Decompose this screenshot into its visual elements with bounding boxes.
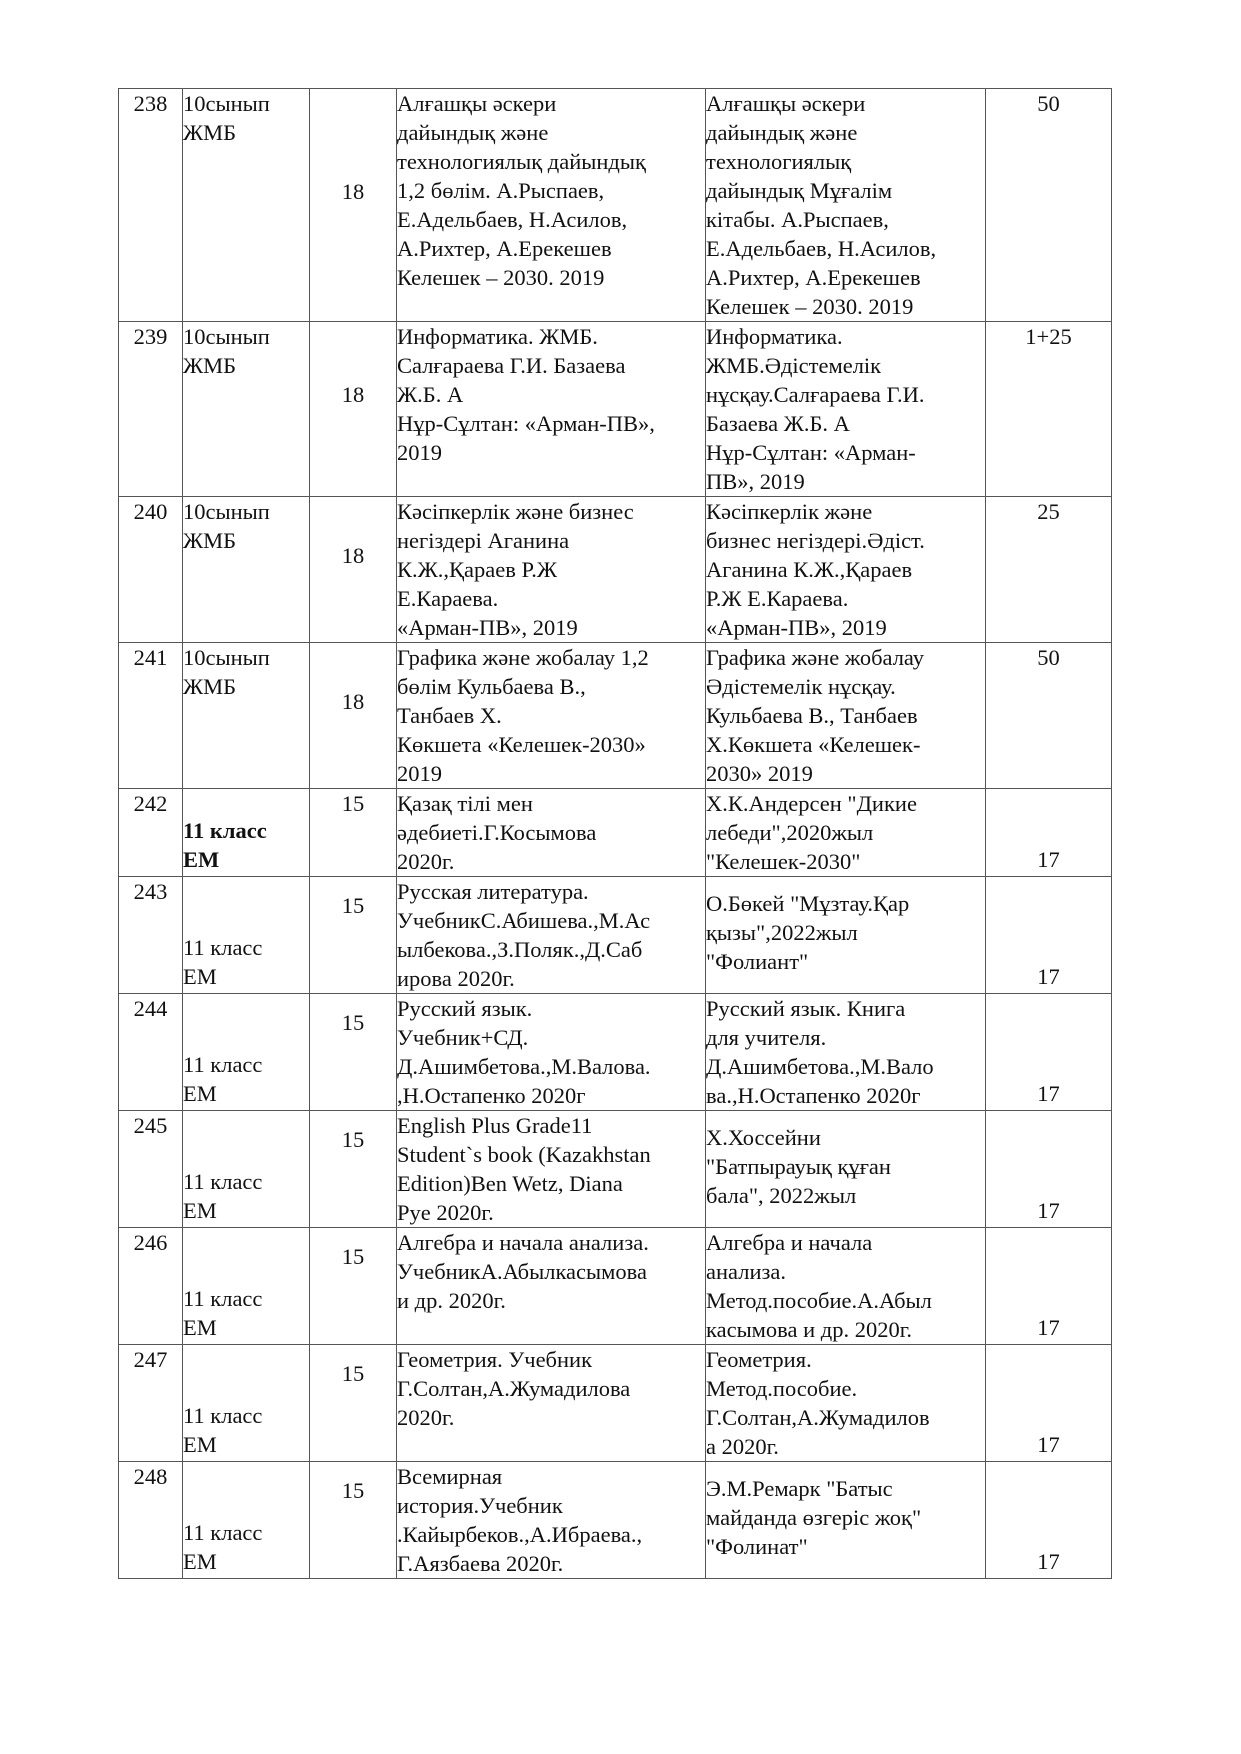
table-row [119, 994, 1112, 1111]
class-label: ЖМБ [183, 674, 237, 699]
manual-line: Г.Солтан,А.Жумадилов [706, 1405, 930, 1430]
class-cell [183, 322, 310, 497]
textbook-cell [397, 322, 706, 497]
textbook-line: әдебиеті.Г.Косымова [397, 820, 597, 845]
manual-line: Э.М.Ремарк "Батыс [706, 1476, 893, 1501]
manual-line: Кәсіпкерлік және [706, 499, 873, 524]
manual-line: «Арман-ПВ», 2019 [706, 615, 887, 640]
quantity-cell: 17 [986, 877, 1112, 994]
table-row [119, 89, 1112, 322]
textbook-line: Е.Караева. [397, 586, 499, 611]
manual-line: касымова и др. 2020г. [706, 1317, 913, 1342]
textbook-cell [397, 877, 706, 994]
textbook-line: 2019 [397, 761, 442, 786]
textbook-line: и др. 2020г. [397, 1288, 506, 1313]
quantity-cell: 17 [986, 1345, 1112, 1462]
manual-line: лебеди",2020жыл [706, 820, 874, 845]
manual-line: Нұр-Сұлтан: «Арман- [706, 440, 916, 465]
textbook-line: ылбекова.,З.Поляк.,Д.Саб [397, 937, 643, 962]
textbook-cell [397, 1345, 706, 1462]
quantity-cell: 50 [986, 89, 1112, 322]
textbook-cell [397, 497, 706, 643]
textbook-line: Қазақ тілі мен [397, 791, 533, 816]
textbook-line: Ж.Б. А [397, 382, 464, 407]
class-label: 11 класс [183, 1520, 263, 1545]
hours-value: 15 [341, 1010, 365, 1035]
class-label: 11 класс [183, 1052, 263, 1077]
hours-value: 18 [341, 382, 365, 407]
textbook-line: УчебникА.Абылкасымова [397, 1259, 647, 1284]
manual-line: нұсқау.Салғараева Г.И. [706, 382, 925, 407]
manual-line: Кульбаева В., Танбаев [706, 703, 918, 728]
hours-value: 15 [341, 1361, 365, 1386]
textbook-line: Нұр-Сұлтан: «Арман-ПВ», [397, 411, 655, 436]
manual-line: ЖМБ.Әдістемелік [706, 353, 882, 378]
textbook-line: Информатика. ЖМБ. [397, 324, 598, 349]
class-label: 11 класс [183, 1286, 263, 1311]
manual-line: ПВ», 2019 [706, 469, 805, 494]
manual-line: Алғашқы әскери [706, 91, 866, 116]
textbook-cell [397, 643, 706, 789]
textbook-line: Көкшета «Келешек-2030» [397, 732, 646, 757]
quantity-cell: 17 [986, 1111, 1112, 1228]
table-row [119, 789, 1112, 877]
manual-line: А.Рихтер, А.Ерекешев [706, 265, 921, 290]
hours-cell [310, 322, 397, 497]
hours-cell [310, 89, 397, 322]
class-label: 10сынып [183, 91, 270, 116]
manual-line: О.Бөкей "Мұзтау.Қар [706, 891, 910, 916]
row-number: 241 [119, 643, 183, 789]
textbook-line: К.Ж.,Қараев Р.Ж [397, 557, 557, 582]
textbook-line: Student`s book (Kazakhstan [397, 1142, 651, 1167]
class-label: ЕМ [183, 847, 220, 872]
manual-cell [706, 497, 986, 643]
table-row [119, 877, 1112, 994]
textbook-line: Edition)Ben Wetz, Diana [397, 1171, 623, 1196]
hours-value: 15 [341, 1478, 365, 1503]
class-cell [183, 994, 310, 1111]
class-label: 11 класс [183, 818, 267, 843]
textbook-line: .Кайырбеков.,А.Ибраева., [397, 1522, 643, 1547]
class-cell [183, 1228, 310, 1345]
table-row [119, 1228, 1112, 1345]
manual-cell [706, 1228, 986, 1345]
hours-value: 15 [341, 893, 365, 918]
manual-line: "Батпырауық құған [706, 1154, 891, 1179]
textbook-line: ,Н.Остапенко 2020г [397, 1083, 586, 1108]
class-label: ЕМ [183, 1549, 217, 1574]
hours-cell [310, 1462, 397, 1579]
manual-cell [706, 1111, 986, 1228]
textbook-line: Г.Солтан,А.Жумадилова [397, 1376, 631, 1401]
row-number: 248 [119, 1462, 183, 1579]
textbook-line: Геометрия. Учебник [397, 1347, 593, 1372]
quantity-cell: 50 [986, 643, 1112, 789]
textbook-line: Русская литература. [397, 879, 589, 904]
manual-line: Графика және жобалау [706, 645, 925, 670]
textbook-line: Pye 2020г. [397, 1200, 494, 1225]
quantity-cell: 1+25 [986, 322, 1112, 497]
textbook-line: Д.Ашимбетова.,М.Валова. [397, 1054, 651, 1079]
class-cell [183, 643, 310, 789]
quantity-cell: 17 [986, 1462, 1112, 1579]
manual-line: Базаева Ж.Б. А [706, 411, 850, 436]
quantity-cell: 17 [986, 994, 1112, 1111]
class-cell [183, 1462, 310, 1579]
manual-cell [706, 643, 986, 789]
hours-value: 15 [341, 1244, 365, 1269]
manual-cell [706, 1462, 986, 1579]
manual-line: Русский язык. Книга [706, 996, 906, 1021]
textbook-line: Русский язык. [397, 996, 533, 1021]
manual-line: кітабы. А.Рыспаев, [706, 207, 889, 232]
manual-line: қызы",2022жыл [706, 920, 858, 945]
class-label: ЕМ [183, 1081, 217, 1106]
textbook-line: 2019 [397, 440, 442, 465]
textbook-cell [397, 789, 706, 877]
manual-line: "Келешек-2030" [706, 849, 861, 874]
class-cell [183, 877, 310, 994]
quantity-cell: 17 [986, 789, 1112, 877]
class-label: 10сынып [183, 499, 270, 524]
class-label: 10сынып [183, 645, 270, 670]
textbook-line: негіздері Аганина [397, 528, 570, 553]
textbook-line: Кәсіпкерлік және бизнес [397, 499, 634, 524]
class-label: 11 класс [183, 1403, 263, 1428]
hours-cell [310, 1345, 397, 1462]
class-label: ЖМБ [183, 528, 237, 553]
table-row [119, 497, 1112, 643]
manual-line: Келешек – 2030. 2019 [706, 294, 914, 319]
textbook-line: Танбаев Х. [397, 703, 502, 728]
textbook-line: Алғашқы әскери [397, 91, 557, 116]
class-label: ЕМ [183, 1315, 217, 1340]
hours-value: 15 [341, 791, 365, 816]
manual-line: майданда өзгеріс жоқ" [706, 1505, 922, 1530]
class-label: ЕМ [183, 1198, 217, 1223]
manual-line: бала", 2022жыл [706, 1183, 857, 1208]
textbook-line: Г.Аязбаева 2020г. [397, 1551, 564, 1576]
hours-value: 18 [341, 543, 365, 568]
row-number: 247 [119, 1345, 183, 1462]
hours-cell [310, 1228, 397, 1345]
manual-line: бизнес негіздері.Әдіст. [706, 528, 925, 553]
hours-value: 18 [341, 689, 365, 714]
manual-line: Аганина К.Ж.,Қараев [706, 557, 913, 582]
manual-line: Д.Ашимбетова.,М.Вало [706, 1054, 934, 1079]
manual-line: 2030» 2019 [706, 761, 813, 786]
textbook-line: 2020г. [397, 849, 455, 874]
manual-line: Е.Адельбаев, Н.Асилов, [706, 236, 937, 261]
row-number: 238 [119, 89, 183, 322]
table-body [119, 89, 1112, 1579]
manual-line: Информатика. [706, 324, 843, 349]
table-row [119, 1345, 1112, 1462]
class-cell [183, 1345, 310, 1462]
manual-cell [706, 1345, 986, 1462]
textbook-cell [397, 89, 706, 322]
hours-cell [310, 994, 397, 1111]
table-row [119, 1462, 1112, 1579]
manual-line: анализа. [706, 1259, 786, 1284]
class-label: ЖМБ [183, 120, 237, 145]
hours-cell [310, 1111, 397, 1228]
textbook-line: УчебникС.Абишева.,М.Ас [397, 908, 651, 933]
textbook-line: English Plus Grade11 [397, 1113, 593, 1138]
class-label: ЕМ [183, 964, 217, 989]
manual-line: дайындық Мұғалім [706, 178, 893, 203]
manual-cell [706, 322, 986, 497]
textbook-cell [397, 1111, 706, 1228]
textbook-cell [397, 994, 706, 1111]
manual-line: ва.,Н.Остапенко 2020г [706, 1083, 921, 1108]
manual-line: Метод.пособие.А.Абыл [706, 1288, 932, 1313]
textbook-line: Е.Адельбаев, Н.Асилов, [397, 207, 628, 232]
table-row [119, 1111, 1112, 1228]
manual-line: Х.К.Андерсен "Дикие [706, 791, 917, 816]
textbook-line: Алгебра и начала анализа. [397, 1230, 649, 1255]
class-label: 11 класс [183, 935, 263, 960]
quantity-cell: 17 [986, 1228, 1112, 1345]
row-number: 242 [119, 789, 183, 877]
manual-line: "Фолиант" [706, 949, 809, 974]
class-cell [183, 89, 310, 322]
textbook-line: Учебник+СД. [397, 1025, 529, 1050]
quantity-cell: 25 [986, 497, 1112, 643]
textbook-line: ирова 2020г. [397, 966, 515, 991]
manual-line: Х.Хоссейни [706, 1125, 821, 1150]
manual-cell [706, 89, 986, 322]
manual-line: технологиялық [706, 149, 852, 174]
hours-cell [310, 643, 397, 789]
textbook-cell [397, 1228, 706, 1345]
textbook-line: 2020г. [397, 1405, 455, 1430]
manual-cell [706, 789, 986, 877]
textbook-line: А.Рихтер, А.Ерекешев [397, 236, 612, 261]
manual-line: Метод.пособие. [706, 1376, 858, 1401]
textbook-line: Всемирная [397, 1464, 503, 1489]
hours-cell [310, 877, 397, 994]
textbook-line: бөлім Кульбаева В., [397, 674, 586, 699]
class-cell [183, 789, 310, 877]
row-number: 245 [119, 1111, 183, 1228]
row-number: 239 [119, 322, 183, 497]
class-label: 10сынып [183, 324, 270, 349]
hours-cell [310, 497, 397, 643]
class-cell [183, 497, 310, 643]
textbook-line: «Арман-ПВ», 2019 [397, 615, 578, 640]
hours-value: 15 [341, 1127, 365, 1152]
manual-line: Р.Ж Е.Караева. [706, 586, 849, 611]
manual-line: дайындық және [706, 120, 858, 145]
row-number: 240 [119, 497, 183, 643]
manual-line: а 2020г. [706, 1434, 779, 1459]
textbook-line: Салғараева Г.И. Базаева [397, 353, 626, 378]
manual-line: Алгебра и начала [706, 1230, 873, 1255]
class-label: ЕМ [183, 1432, 217, 1457]
textbook-table [118, 88, 1112, 1579]
row-number: 244 [119, 994, 183, 1111]
table-row [119, 322, 1112, 497]
class-label: ЖМБ [183, 353, 237, 378]
manual-cell [706, 994, 986, 1111]
textbook-line: технологиялық дайындық [397, 149, 646, 174]
row-number: 243 [119, 877, 183, 994]
textbook-line: Графика және жобалау 1,2 [397, 645, 649, 670]
textbook-cell [397, 1462, 706, 1579]
textbook-line: 1,2 бөлім. А.Рыспаев, [397, 178, 605, 203]
manual-line: Әдістемелік нұсқау. [706, 674, 896, 699]
textbook-line: Келешек – 2030. 2019 [397, 265, 605, 290]
hours-value: 18 [341, 179, 365, 204]
hours-cell [310, 789, 397, 877]
class-cell [183, 1111, 310, 1228]
manual-line: Геометрия. [706, 1347, 812, 1372]
manual-line: для учителя. [706, 1025, 827, 1050]
manual-line: Х.Көкшета «Келешек- [706, 732, 921, 757]
table-row [119, 643, 1112, 789]
textbook-line: дайындық және [397, 120, 549, 145]
row-number: 246 [119, 1228, 183, 1345]
manual-cell [706, 877, 986, 994]
manual-line: "Фолинат" [706, 1534, 808, 1559]
class-label: 11 класс [183, 1169, 263, 1194]
textbook-line: история.Учебник [397, 1493, 563, 1518]
